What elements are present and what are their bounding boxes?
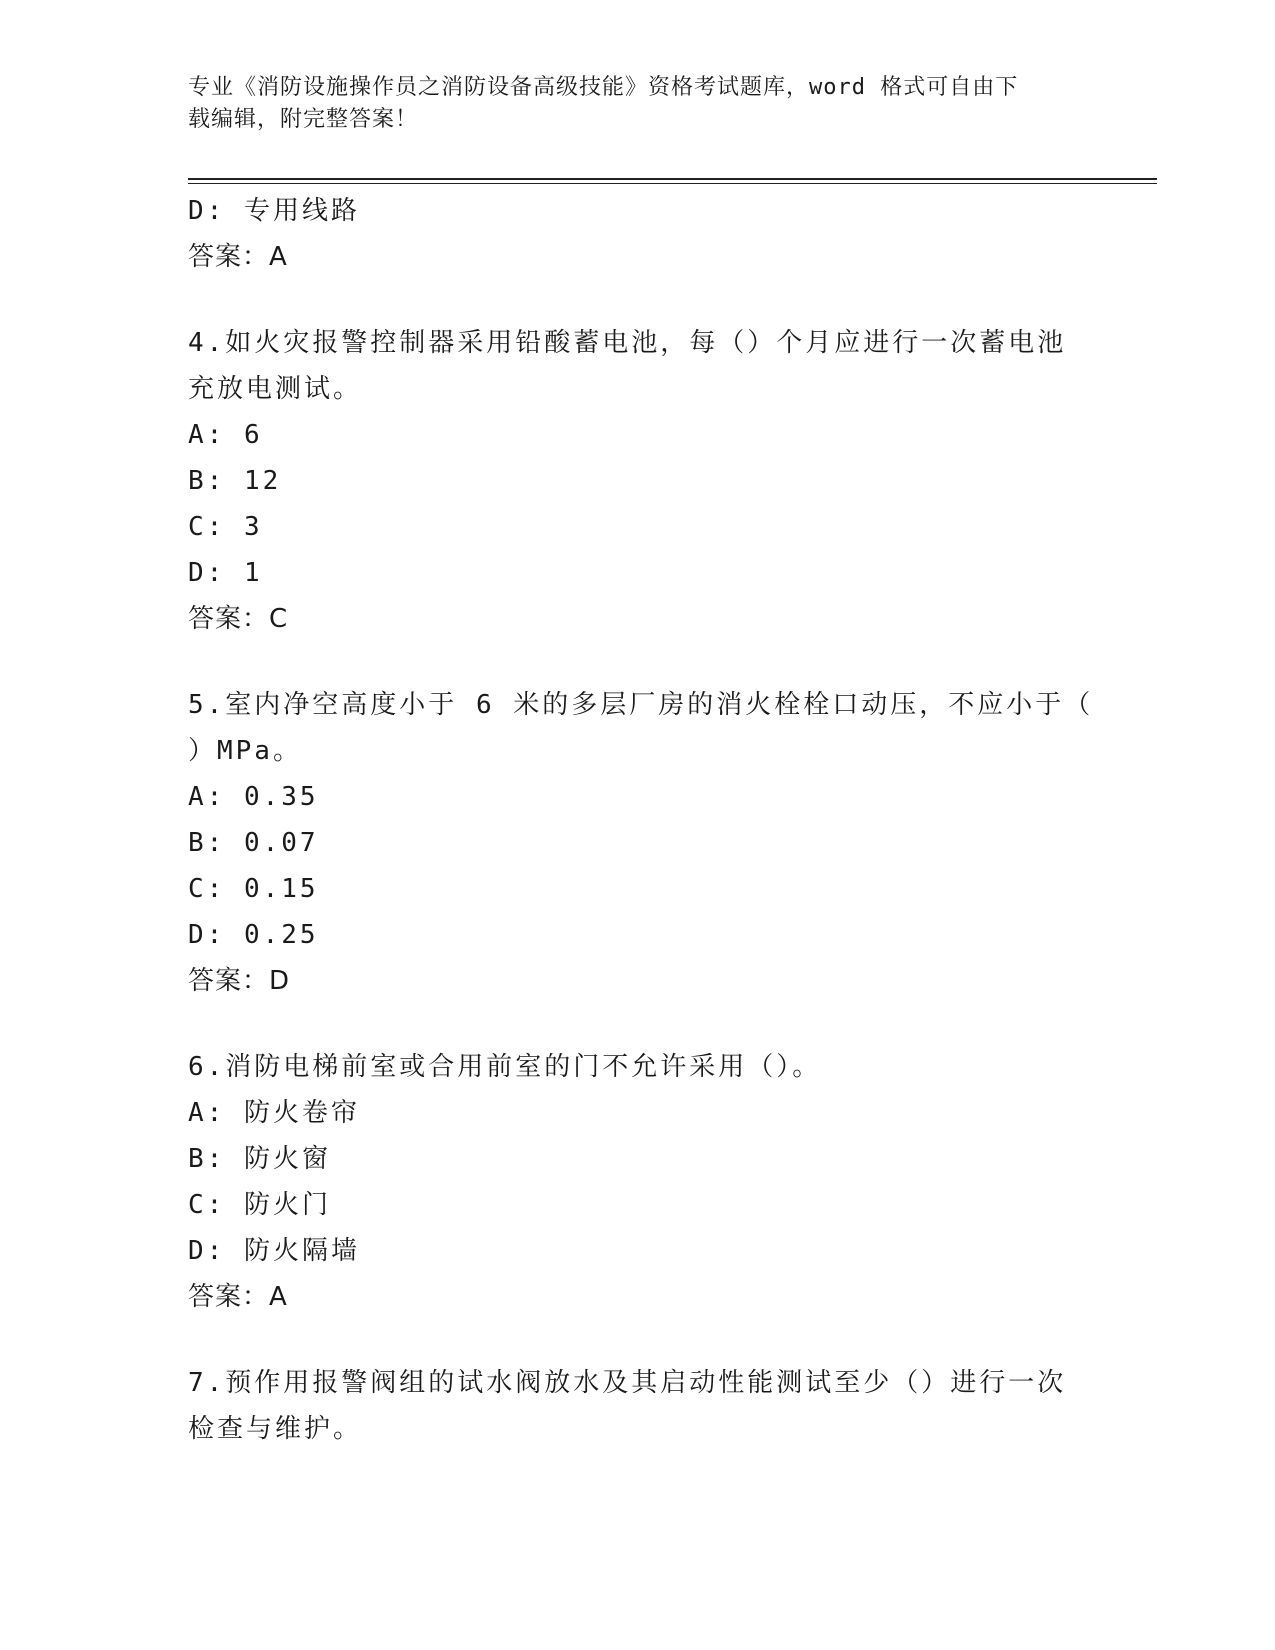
- option-b: B: 防火窗: [188, 1144, 331, 1174]
- question-text-line-1: 5.室内净空高度小于 6 米的多层厂房的消火栓栓口动压，不应小于（: [188, 690, 1094, 720]
- option-b: B: 0.07: [188, 828, 319, 858]
- option-d: D: 0.25: [188, 920, 319, 950]
- option-b: B: 12: [188, 466, 282, 496]
- question-3-tail: [188, 188, 1088, 280]
- answer: 答案：A: [188, 242, 288, 272]
- option-a: A: 防火卷帘: [188, 1098, 360, 1128]
- option-d: D: 1: [188, 558, 263, 588]
- question-text-line-1: 7.预作用报警阀组的试水阀放水及其启动性能测试至少（）进行一次: [188, 1368, 1067, 1398]
- header-divider-thick: [188, 178, 1157, 180]
- header-line-2: 载编辑，附完整答案！: [188, 107, 419, 132]
- question-text-line-2: ）MPa。: [188, 736, 302, 766]
- question-text-line-1: 4.如火灾报警控制器采用铅酸蓄电池，每（）个月应进行一次蓄电池: [188, 328, 1067, 358]
- option-c: C: 3: [188, 512, 263, 542]
- option-c: C: 防火门: [188, 1190, 331, 1220]
- answer: 答案：A: [188, 1282, 288, 1312]
- option-a: A: 6: [188, 420, 263, 450]
- option-a: A: 0.35: [188, 782, 319, 812]
- question-5: [188, 682, 1094, 1004]
- question-7: [188, 1360, 1088, 1452]
- question-4: [188, 320, 1088, 642]
- header-line-1: 专业《消防设施操作员之消防设备高级技能》资格考试题库，word 格式可自由下: [188, 75, 1019, 100]
- option-d: D: 专用线路: [188, 196, 360, 226]
- answer: 答案：C: [188, 604, 289, 634]
- option-c: C: 0.15: [188, 874, 319, 904]
- header-divider-thin: [188, 183, 1157, 184]
- question-text-line-1: 6.消防电梯前室或合用前室的门不允许采用（）。: [188, 1052, 822, 1082]
- question-text-line-2: 检查与维护。: [188, 1414, 363, 1444]
- question-text-line-2: 充放电测试。: [188, 374, 363, 404]
- option-d: D: 防火隔墙: [188, 1236, 360, 1266]
- answer: 答案：D: [188, 966, 291, 996]
- document-header: [188, 72, 1068, 136]
- question-6: [188, 1044, 1088, 1320]
- question-list: [188, 188, 1094, 1452]
